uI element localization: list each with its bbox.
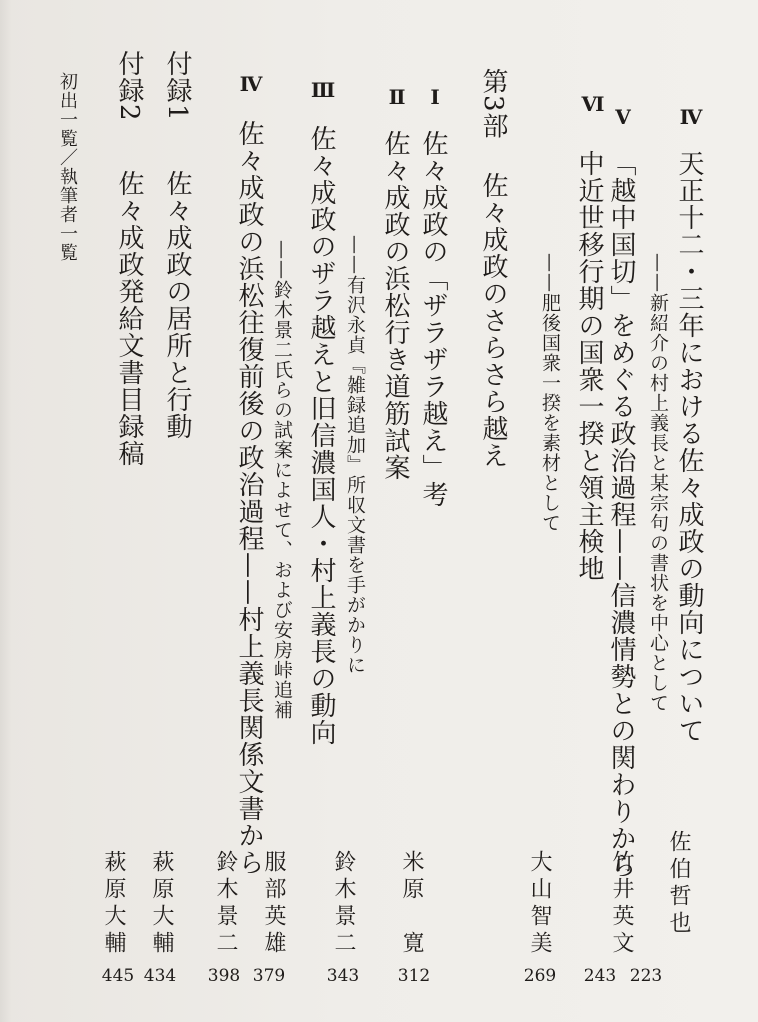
appendix-label: 付録1 xyxy=(162,50,192,122)
entry-author: 萩原大輔 xyxy=(149,850,174,958)
entry-number: Ⅲ xyxy=(310,78,336,102)
entry-title: 佐々成政の浜松行き道筋試案 xyxy=(380,130,410,481)
entry-subtitle: ——肥後国衆一揆を素材として xyxy=(539,253,561,533)
appendix-title: 佐々成政の居所と行動 xyxy=(162,170,192,440)
entry-title: 佐々成政の「ザラザラ越え」考 xyxy=(418,130,448,508)
entry-subtitle: ——有沢永貞『雑録追加』所収文書を手がかりに xyxy=(344,235,366,675)
entry-page-number: 243 xyxy=(583,966,617,986)
entry-number: Ⅳ xyxy=(239,72,263,96)
entry-number: Ⅵ xyxy=(581,92,605,116)
appendix-label: 付録2 xyxy=(114,50,144,122)
page-gutter-shadow xyxy=(0,0,12,1022)
entry-title: 天正十二・三年における佐々成政の動向について xyxy=(674,150,704,744)
entry-author: 米原 寛 xyxy=(399,850,424,958)
entry-title: 「越中国切」をめぐる政治過程——信濃情勢との関わりから xyxy=(606,150,636,879)
entry-number: Ⅱ xyxy=(388,85,406,109)
entry-page-number: 379 xyxy=(252,966,286,986)
appendix-title: 佐々成政発給文書目録稿 xyxy=(114,170,144,467)
entry-page-number: 343 xyxy=(326,966,360,986)
entry-author: 鈴木景二 xyxy=(213,850,238,958)
entry-page-number: 445 xyxy=(101,966,135,986)
entry-number: Ⅳ xyxy=(679,105,703,129)
entry-page-number: 269 xyxy=(523,966,557,986)
entry-author: 竹井英文 xyxy=(609,850,634,958)
entry-author: 佐伯哲也 xyxy=(666,830,691,938)
entry-author: 大山智美 xyxy=(527,850,552,958)
entry-page-number: 398 xyxy=(207,966,241,986)
entry-page-number: 434 xyxy=(143,966,177,986)
appendix-list-label: 初出一覧／執筆者一覧 xyxy=(57,72,78,262)
entry-number: Ⅰ xyxy=(430,85,440,109)
entry-title: 中近世移行期の国衆一揆と領主検地 xyxy=(574,150,604,582)
entry-author: 服部英雄 xyxy=(261,850,286,958)
entry-title: 佐々成政の浜松往復前後の政治過程——村上義長関係文書から xyxy=(234,120,264,876)
entry-author: 萩原大輔 xyxy=(101,850,126,958)
part-title: 佐々成政のさらさら越え xyxy=(478,172,508,469)
entry-page-number: 223 xyxy=(629,966,663,986)
entry-number: Ⅴ xyxy=(615,105,631,129)
entry-page-number: 312 xyxy=(397,966,431,986)
entry-subtitle: ——鈴木景二氏らの試案によせて、および安房峠追補 xyxy=(271,240,293,720)
entry-title: 佐々成政のザラ越えと旧信濃国人・村上義長の動向 xyxy=(306,125,336,746)
entry-author: 鈴木景二 xyxy=(331,850,356,958)
entry-subtitle: ——新紹介の村上義長と某宗句の書状を中心として xyxy=(647,253,669,713)
part-label: 第3部 xyxy=(478,68,508,140)
